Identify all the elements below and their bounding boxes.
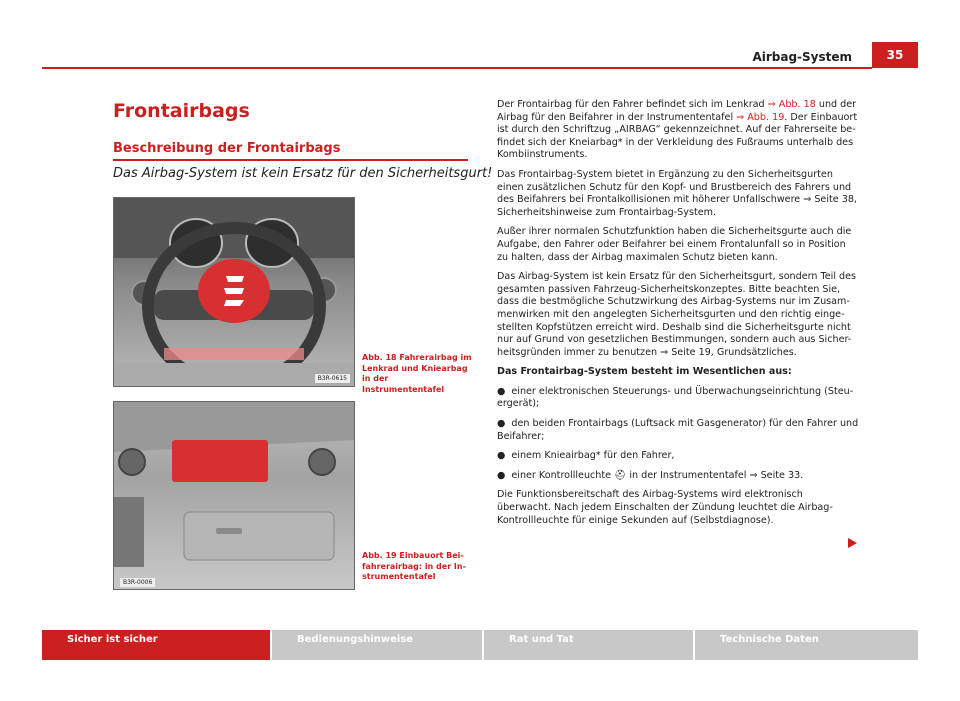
paragraph: Das Frontairbag-System bietet in Ergänzung zu den Sicherheitsgurten einen zusätzlichen Schutz für den Kopf- und Brustbereich des Fahrers und des Beifahrers bei Frontalkollisionen mit höherer Unfallschwere ⇒ Seite 38, Sicherheitshinweise zum Frontairbag-System. (497, 168, 857, 218)
page-number: 35 (872, 42, 918, 68)
paragraph: Die Funktionsbereitschaft des Airbag-Systems wird elektronisch überwacht. Nach jedem Einschalten der Zündung leuchtet die Airbag-Kontrollleuchte für einige Sekunden auf (Selbstdiagnose). (497, 489, 833, 526)
list-item: ● einer elektronischen Steuerungs- und Überwachungseinrichtung (Steu-ergerät); (497, 385, 854, 410)
header-title: Airbag-System (752, 50, 852, 64)
figure-driver-airbag (113, 197, 355, 387)
footer-tab-technical[interactable]: Technische Daten (695, 630, 918, 660)
footer-tab-advice[interactable]: Rat und Tat (484, 630, 693, 660)
header-rule (42, 67, 872, 69)
figure-passenger-airbag (113, 401, 355, 590)
list-item: ● einer Kontrollleuchte ⛑ in der Instrumententafel ⇒ Seite 33. (497, 469, 804, 481)
list-item: ● den beiden Frontairbags (Luftsack mit Gasgenerator) für den Fahrer und Beifahrer; (497, 418, 859, 442)
steering-wheel-illustration (114, 198, 354, 386)
footer-tab-operation[interactable]: Bedienungshinweise (272, 630, 482, 660)
subheading-rule (113, 159, 468, 161)
footer-tab-safety[interactable]: Sicher ist sicher (42, 630, 270, 660)
paragraph: Der Frontairbag für den Fahrer befindet sich im Lenkrad ⇒ Abb. 18 und der Airbag für den Beifahrer in der Instrumententafel ⇒ Abb. 19. Der Einbauort ist durch den Schriftzug „AIRBAG“ gekennzeichnet. Auf der Fahrerseite be-findet sich der Kneiarbag* in der Verkleidung des Fußraums unterhalb des Kombiinstruments. (497, 99, 858, 161)
list-item: ● einem Knieairbag* für den Fahrer, (497, 450, 675, 462)
figure-code: B3R-0006 (120, 578, 155, 587)
list-title: Das Frontairbag-System besteht im Wesentlichen aus: (497, 366, 792, 378)
paragraph: Außer ihrer normalen Schutzfunktion haben die Sicherheitsgurte auch die Aufgabe, den Fahrer oder Beifahrer bei einem Frontalunfall so in Position zu halten, dass der Airbag maximalen Schutz bieten kann. (497, 226, 852, 263)
figure-caption: Abb. 19 Einbauort Bei-fahrerairbag: in der In-strumententafel (362, 551, 466, 581)
paragraph: Das Airbag-System ist kein Ersatz für den Sicherheitsgurt, sondern Teil des gesamten passiven Fahrzeug-Sicherheitskonzeptes. Bitte beachten Sie, dass die bestmögliche Schutzwirkung des Airbag-Systems nur im Zusam-menwirken mit den angelegten Sicherheitsgurten und den richtig einge-stellten Kopfstützen erreicht wird. Deshalb sind die Sicherheitsgurte nicht nur auf Grund von gesetzlichen Bestimmungen, sondern auch aus Sicher-heitsgründen immer zu benutzen ⇒ Seite 19, Grundsätzliches. (497, 271, 857, 358)
intro-warning: Das Airbag-System ist kein Ersatz für den Sicherheitsgurt! (113, 166, 493, 181)
figure-caption: Abb. 18 Fahrerairbag im Lenkrad und Kniearbag in der Instrumententafel (362, 353, 472, 394)
section-subheading: Beschreibung der Frontairbags (113, 141, 341, 156)
figure-code: B3R-0615 (315, 374, 350, 383)
page-heading: Frontairbags (113, 100, 250, 122)
figure-link[interactable]: ⇒ Abb. 19 (736, 111, 785, 123)
body-text (497, 99, 859, 534)
figure-link[interactable]: ⇒ Abb. 18 (767, 99, 816, 110)
dashboard-illustration (114, 402, 354, 589)
continue-arrow-icon (848, 538, 857, 548)
